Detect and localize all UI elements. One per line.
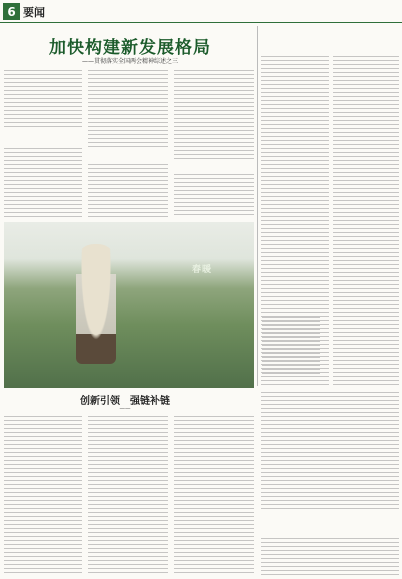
photo-caption bbox=[262, 317, 320, 377]
bottom-right-text-block bbox=[261, 538, 399, 576]
lead-headline: 加快构建新发展格局 bbox=[49, 38, 211, 58]
bottom-right-text-block bbox=[261, 392, 399, 510]
column-divider bbox=[257, 26, 258, 386]
lead-text-block bbox=[88, 70, 168, 148]
section-name: 要闻 bbox=[23, 6, 45, 19]
photo-title: 春暖 bbox=[192, 265, 213, 275]
bottom-text-block bbox=[174, 416, 254, 575]
lead-subheadline: ——贯彻落实全国两会精神综述之三 bbox=[81, 58, 178, 65]
lead-text-block bbox=[4, 70, 82, 130]
lead-text-block bbox=[174, 70, 254, 160]
right-text-block bbox=[333, 56, 399, 386]
header-rule bbox=[0, 22, 402, 23]
bottom-text-block bbox=[88, 416, 168, 575]
lead-text-block bbox=[174, 174, 254, 218]
lead-text-block bbox=[88, 164, 168, 218]
bottom-subheadline: —— bbox=[119, 406, 131, 412]
lead-text-block bbox=[4, 148, 82, 218]
farmer-figure bbox=[76, 244, 116, 364]
bottom-text-block bbox=[4, 416, 82, 575]
bottom-headline: 创新引领 强链补链 bbox=[80, 396, 170, 407]
page-number-badge: 6 bbox=[3, 3, 20, 20]
news-photo bbox=[4, 222, 254, 388]
